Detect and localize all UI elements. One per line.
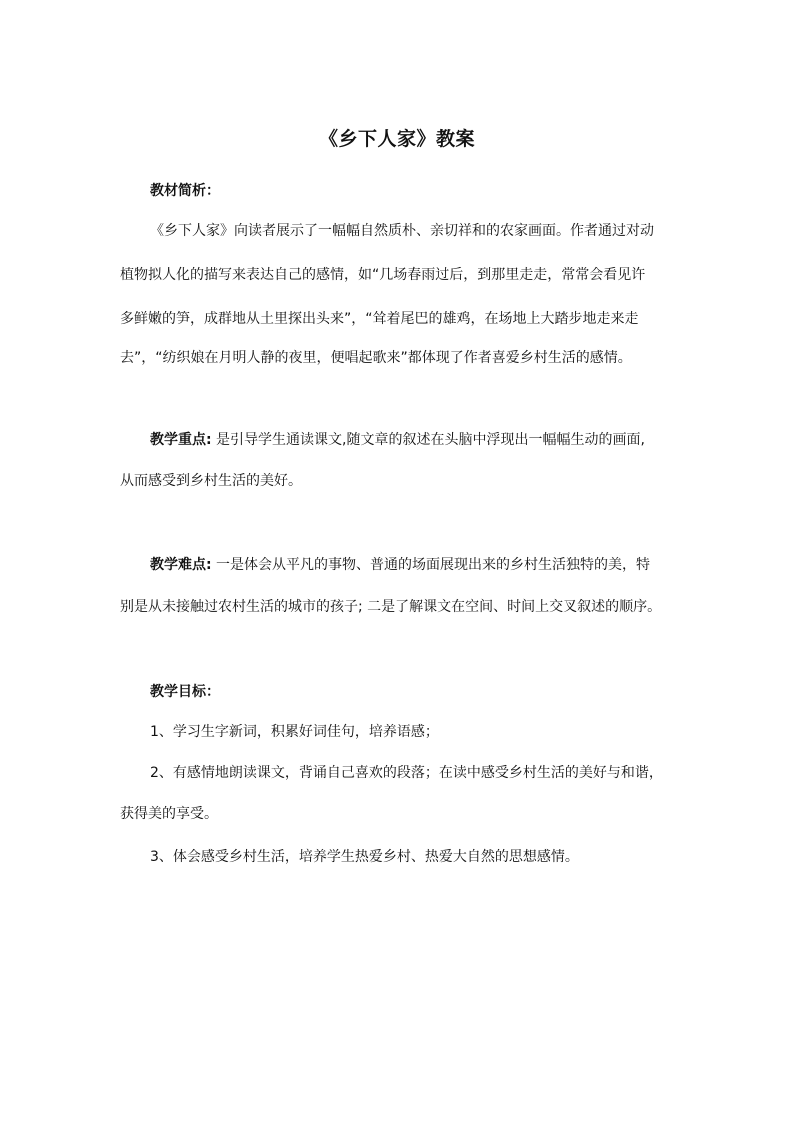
goal-item-2-continued: 获得美的享受。 [120, 806, 218, 822]
paragraph-line: 别是从未接触过农村生活的城市的孩子; 二是了解课文在空间、时间上交叉叙述的顺序。 [120, 599, 662, 615]
paragraph-line: 植物拟人化的描写来表达自己的感情，如“几场春雨过后，到那里走走，常常会看见许 [120, 267, 646, 283]
paragraph-line: 去”，“纺织娘在月明人静的夜里，便唱起歌来”都体现了作者喜爱乡村生活的感情。 [120, 350, 632, 366]
paragraph-line: 多鲜嫩的笋，成群地从土里探出头来”，“耸着尾巴的雄鸡，在场地上大踏步地走来走 [120, 311, 639, 327]
section-heading-material-analysis: 教材简析： [150, 183, 220, 199]
teaching-difficulty-label: 教学难点: [150, 557, 212, 573]
goal-item-1: 1、学习生字新词，积累好词佳句，培养语感； [150, 724, 439, 740]
goal-item-2: 2、有感情地朗读课文，背诵自己喜欢的段落；在读中感受乡村生活的美好与和谐， [150, 765, 663, 781]
paragraph-line: 《乡下人家》向读者展示了一幅幅自然质朴、亲切祥和的农家画面。作者通过对动 [150, 223, 654, 239]
teaching-focus-label: 教学重点: [150, 432, 212, 448]
document-title: 《乡下人家》教案 [318, 128, 475, 150]
teaching-focus-text: 是引导学生通读课文,随文章的叙述在头脑中浮现出一幅幅生动的画面, [211, 432, 645, 448]
goal-item-3: 3、体会感受乡村生活，培养学生热爱乡村、热爱大自然的思想感情。 [150, 849, 579, 865]
teaching-focus-line [150, 429, 720, 449]
teaching-difficulty-line [150, 554, 720, 574]
teaching-difficulty-text: 一是体会从平凡的事物、普通的场面展现出来的乡村生活独特的美，特 [211, 557, 651, 573]
section-heading-teaching-goals: 教学目标： [150, 684, 220, 700]
paragraph-line: 从而感受到乡村生活的美好。 [120, 473, 302, 489]
